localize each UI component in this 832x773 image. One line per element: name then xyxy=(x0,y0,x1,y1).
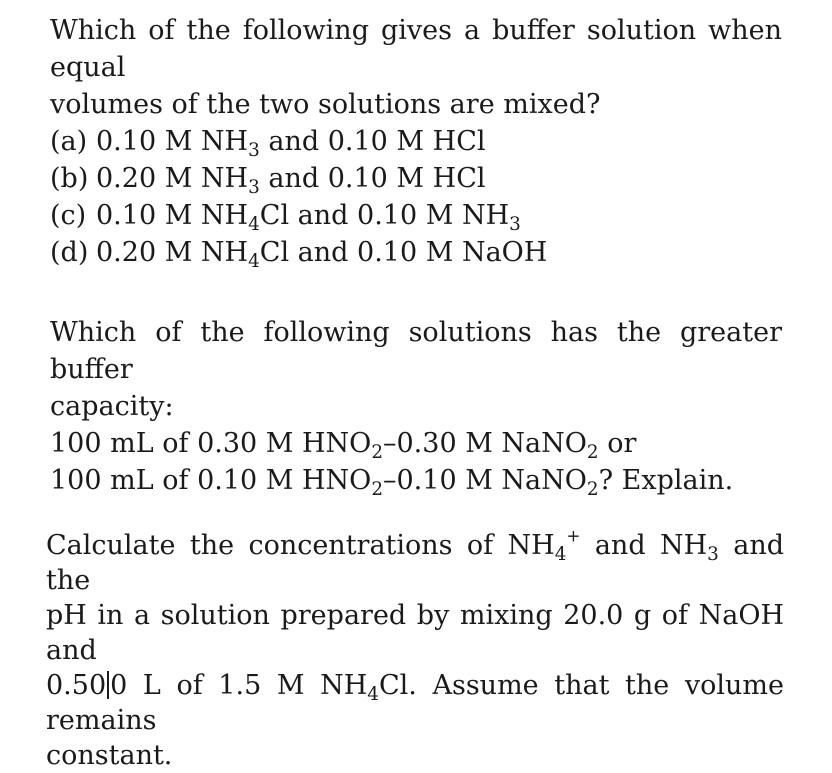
q2-line-1: Which of the following solutions has the greater buffer xyxy=(50,317,782,385)
q1-option-d xyxy=(50,234,782,271)
text-run: Cl. Assume that the volume remains xyxy=(46,670,785,736)
q3-line-1 xyxy=(46,525,785,598)
option-label: (b) xyxy=(50,163,89,194)
question-3 xyxy=(46,525,785,773)
subscript: 2 xyxy=(371,441,383,463)
q2-line-2: capacity: xyxy=(50,391,174,422)
text-run: ? Explain. xyxy=(598,465,734,496)
text-run: –0.30 M NaNO xyxy=(383,428,587,459)
text-cursor-icon xyxy=(107,671,109,699)
subscript: 3 xyxy=(248,139,260,161)
text-run: 100 mL of 0.30 M HNO xyxy=(50,428,372,459)
option-label: (d) xyxy=(50,237,89,268)
q3-line-4: constant. xyxy=(46,740,173,771)
q2-line-3 xyxy=(50,425,782,462)
option-text: and 0.10 M HCl xyxy=(259,163,486,194)
q1-option-b xyxy=(50,160,782,197)
text-run: 100 mL of 0.10 M HNO xyxy=(50,465,372,496)
subscript: 4 xyxy=(367,683,379,705)
option-label: (a) xyxy=(50,126,88,157)
option-text: Cl and 0.10 M NaOH xyxy=(259,237,548,268)
subscript: 2 xyxy=(371,478,383,500)
text-run: –0.10 M NaNO xyxy=(383,465,587,496)
superscript: + xyxy=(566,525,581,546)
question-1 xyxy=(50,12,782,271)
option-text: 0.20 M NH xyxy=(96,163,249,194)
text-run: and NH xyxy=(580,530,708,561)
text-run: or xyxy=(598,428,637,459)
q3-line-3 xyxy=(46,668,784,738)
subscript: 3 xyxy=(509,213,521,235)
subscript: 4 xyxy=(248,213,260,235)
option-text: and 0.10 M HCl xyxy=(259,126,486,157)
text-run: and the xyxy=(46,530,785,596)
subscript: 3 xyxy=(707,543,719,565)
subscript: 3 xyxy=(248,176,260,198)
q1-stem-line-1: Which of the following gives a buffer solution when equal xyxy=(50,15,782,83)
q1-option-a xyxy=(50,123,782,160)
option-text: 0.10 M NH xyxy=(96,200,249,231)
subscript: 4 xyxy=(248,250,260,272)
subscript: 4 xyxy=(554,543,567,565)
text-run: 0.50 xyxy=(46,670,107,701)
question-2 xyxy=(50,314,782,499)
text-run: Calculate the concentrations of NH xyxy=(46,530,555,561)
subscript: 2 xyxy=(586,441,599,463)
option-text: 0.20 M NH xyxy=(96,237,249,268)
q1-option-c xyxy=(50,197,782,234)
q1-stem-line-2: volumes of the two solutions are mixed? xyxy=(50,89,601,120)
option-text: 0.10 M NH xyxy=(96,126,249,157)
text-run: 0 L of 1.5 M NH xyxy=(110,670,368,701)
q3-line-2: pH in a solution prepared by mixing 20.0 g of NaOH and xyxy=(46,600,784,666)
option-label: (c) xyxy=(50,200,87,231)
q2-line-4 xyxy=(50,462,782,499)
subscript: 2 xyxy=(586,478,599,500)
option-text: Cl and 0.10 M NH xyxy=(259,200,510,231)
